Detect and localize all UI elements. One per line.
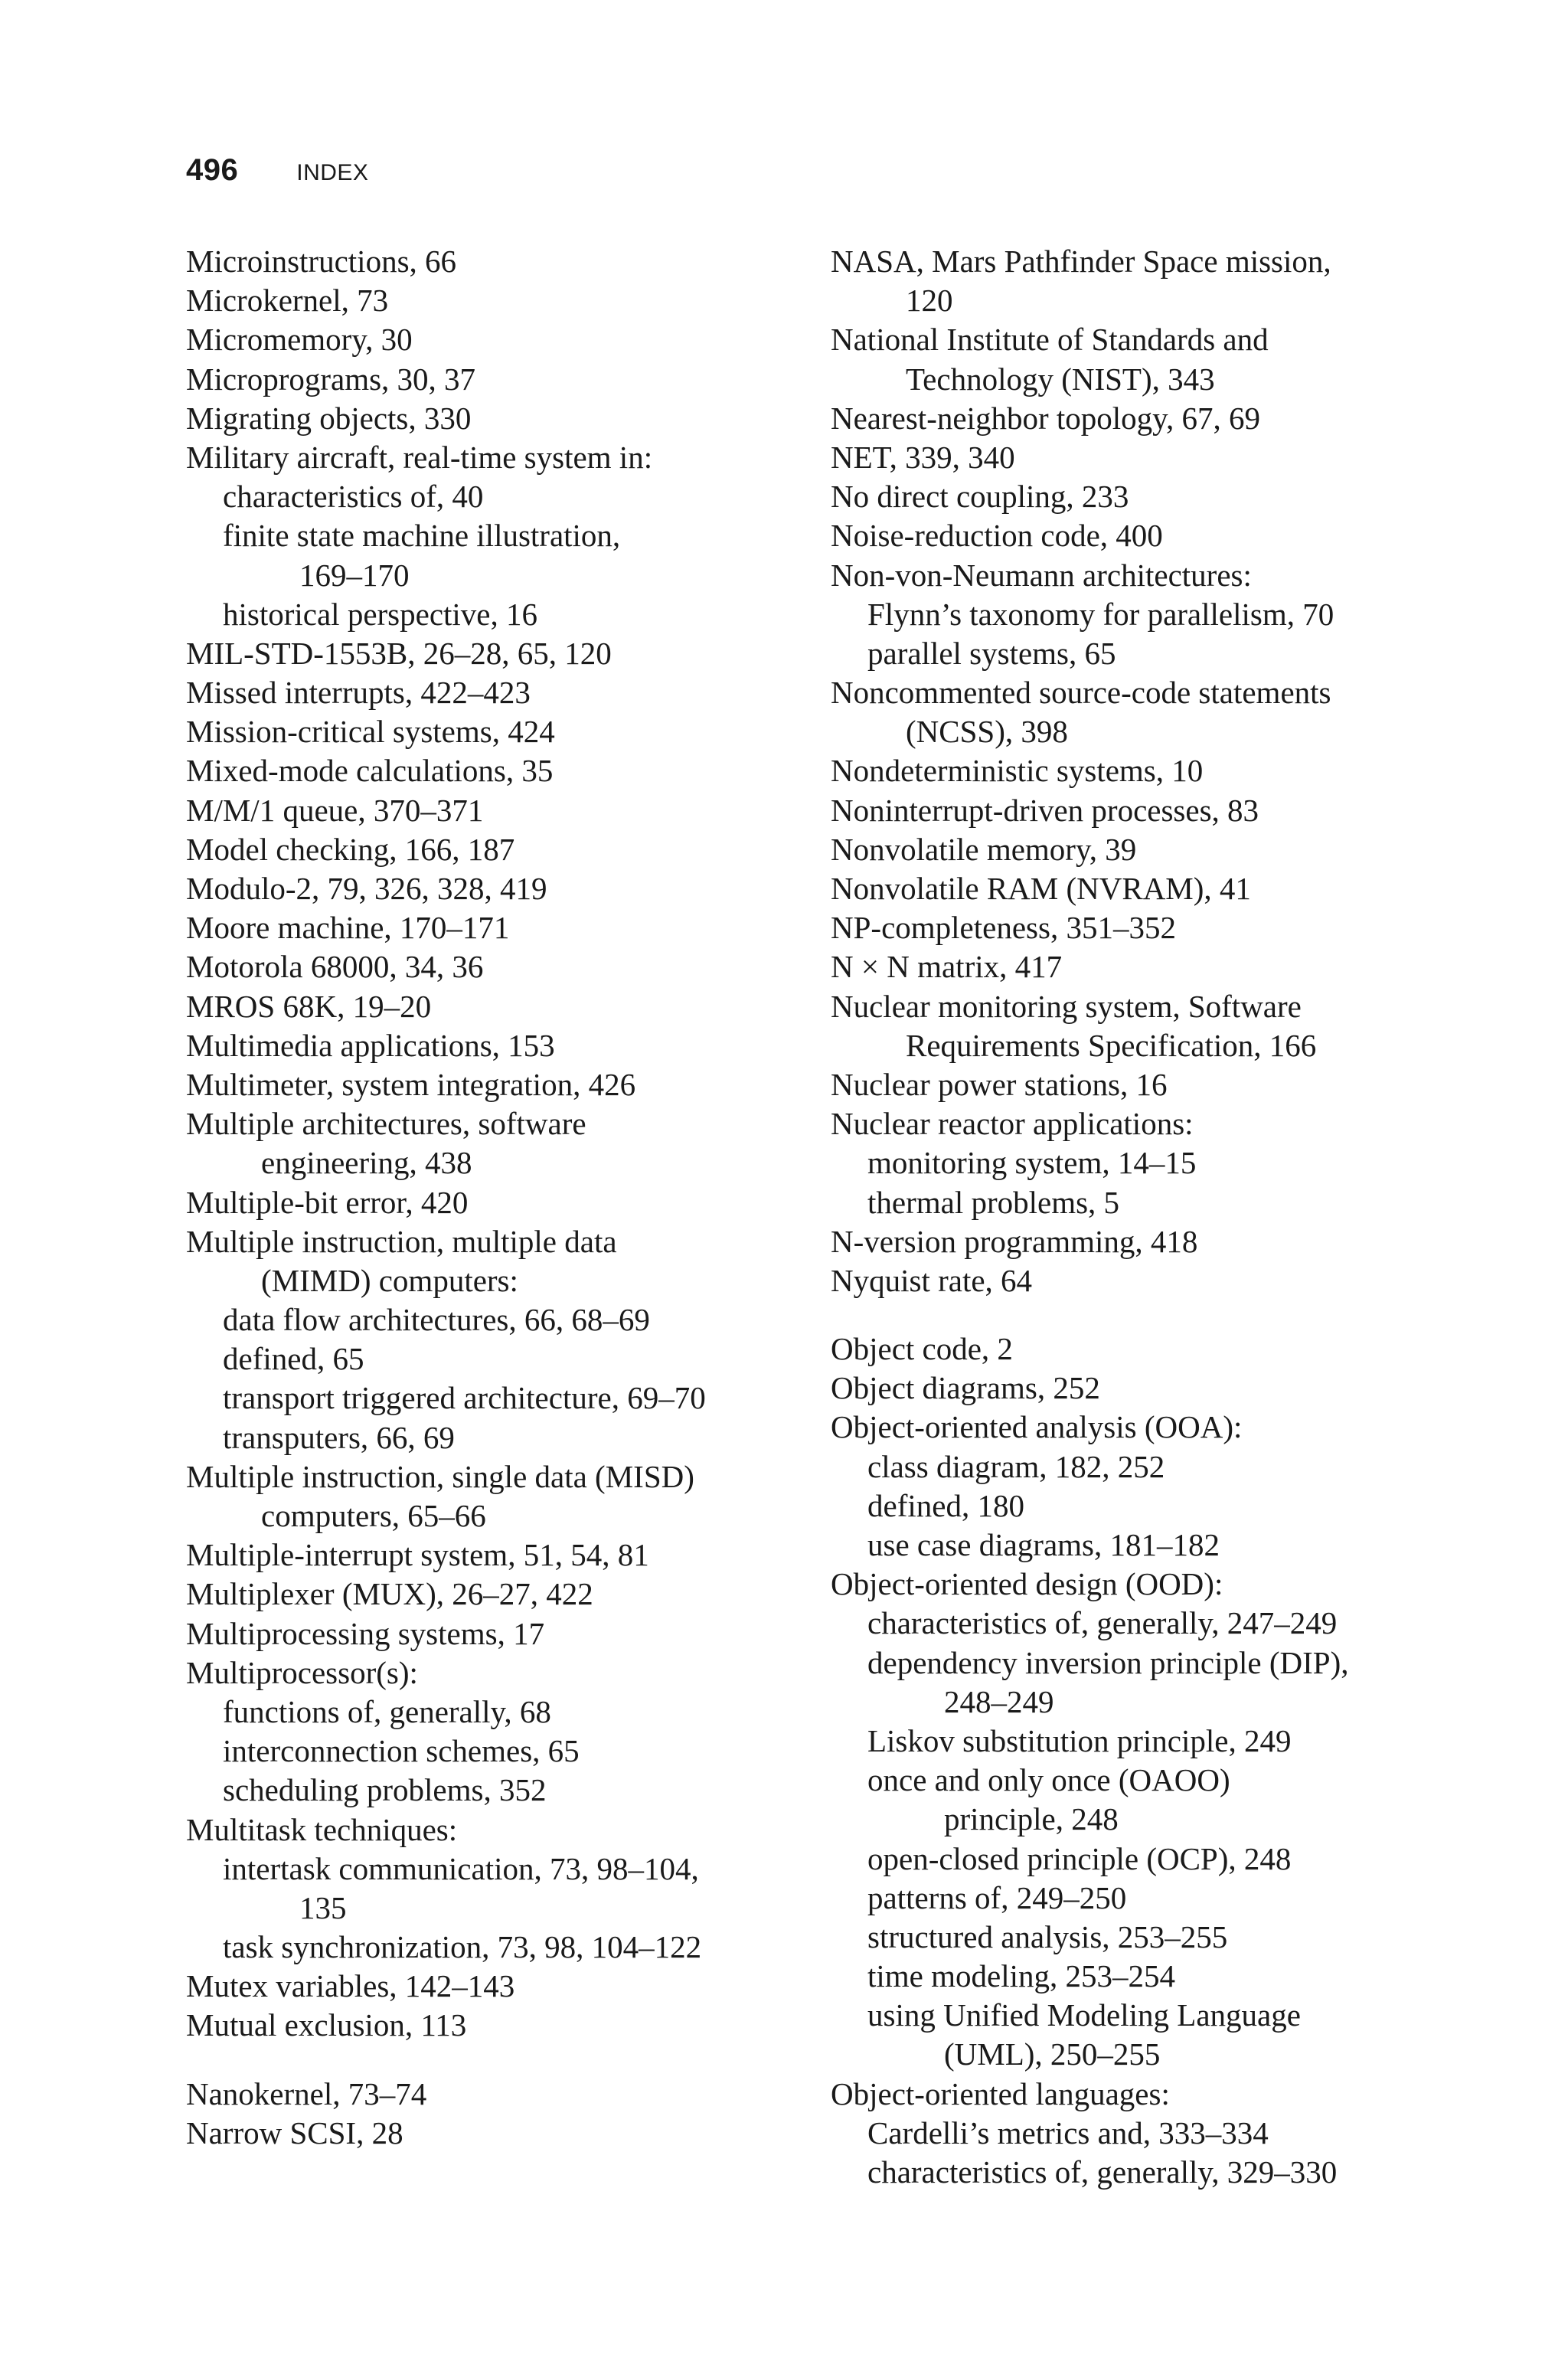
index-subentry: data flow architectures, 66, 68–69 xyxy=(223,1302,650,1338)
index-entry: Mutual exclusion, 113 xyxy=(186,2007,467,2043)
index-subentry: principle, 248 xyxy=(944,1801,1119,1837)
index-entry: Military aircraft, real-time system in: xyxy=(186,439,653,475)
section-gap xyxy=(186,2046,844,2075)
index-subentry: transport triggered architecture, 69–70 xyxy=(223,1380,706,1416)
index-entry: MROS 68K, 19–20 xyxy=(186,988,432,1024)
index-entry: Nondeterministic systems, 10 xyxy=(831,753,1204,789)
index-subentry: Cardelli’s metrics and, 333–334 xyxy=(867,2115,1269,2150)
index-entry: Object-oriented design (OOD): xyxy=(831,1566,1223,1602)
index-subentry: monitoring system, 14–15 xyxy=(867,1145,1197,1181)
index-subentry: defined, 180 xyxy=(867,1487,1024,1523)
index-entry: Noise-reduction code, 400 xyxy=(831,518,1163,554)
index-subentry: 248–249 xyxy=(944,1683,1054,1719)
index-entry: National Institute of Standards and xyxy=(831,322,1269,358)
index-subentry: scheduling problems, 352 xyxy=(223,1772,547,1808)
index-subentry: defined, 65 xyxy=(223,1341,364,1377)
index-subentry: Requirements Specification, 166 xyxy=(906,1027,1317,1063)
index-subentry: historical perspective, 16 xyxy=(223,596,538,632)
index-entry: Nuclear monitoring system, Software xyxy=(831,988,1302,1024)
index-entry: No direct coupling, 233 xyxy=(831,479,1129,515)
index-subentry: characteristics of, 40 xyxy=(223,479,484,515)
index-column-left xyxy=(186,242,844,2153)
index-entry: Model checking, 166, 187 xyxy=(186,831,515,867)
index-entry: NET, 339, 340 xyxy=(831,439,1015,475)
index-subentry: 135 xyxy=(299,1889,347,1925)
index-entry: Object diagrams, 252 xyxy=(831,1370,1100,1406)
index-entry: Motorola 68000, 34, 36 xyxy=(186,949,484,985)
index-subentry: finite state machine illustration, xyxy=(223,518,621,554)
index-subentry: Liskov substitution principle, 249 xyxy=(867,1722,1292,1758)
index-subentry: computers, 65–66 xyxy=(261,1498,486,1533)
index-entry: Nanokernel, 73–74 xyxy=(186,2075,427,2111)
index-entry: Missed interrupts, 422–423 xyxy=(186,675,531,711)
index-subentry: parallel systems, 65 xyxy=(867,635,1116,671)
index-entry: Nonvolatile memory, 39 xyxy=(831,831,1137,867)
index-entry: Multiple-interrupt system, 51, 54, 81 xyxy=(186,1537,649,1573)
index-entry: NP-completeness, 351–352 xyxy=(831,910,1176,946)
index-entry: Narrow SCSI, 28 xyxy=(186,2115,403,2150)
index-subentry: time modeling, 253–254 xyxy=(867,1958,1175,1994)
index-entry: Noncommented source-code statements xyxy=(831,675,1331,711)
page-number: 496 xyxy=(186,153,239,187)
index-subentry: class diagram, 182, 252 xyxy=(867,1448,1165,1484)
section-gap xyxy=(831,1300,1489,1330)
index-entry: N × N matrix, 417 xyxy=(831,949,1063,985)
index-entry: Non-von-Neumann architectures: xyxy=(831,557,1252,593)
index-subentry: structured analysis, 253–255 xyxy=(867,1918,1228,1954)
index-entry: Nuclear reactor applications: xyxy=(831,1106,1194,1142)
index-entry: Multiprocessing systems, 17 xyxy=(186,1615,545,1651)
index-entry: Microinstructions, 66 xyxy=(186,244,457,279)
index-entry: Multiprocessor(s): xyxy=(186,1654,418,1690)
index-entry: Mission-critical systems, 424 xyxy=(186,714,555,750)
index-entry: Microprograms, 30, 37 xyxy=(186,361,476,397)
index-entry: N-version programming, 418 xyxy=(831,1223,1198,1259)
index-entry: Moore machine, 170–171 xyxy=(186,910,510,946)
index-entry: Modulo-2, 79, 326, 328, 419 xyxy=(186,871,547,906)
index-subentry: characteristics of, generally, 329–330 xyxy=(867,2154,1338,2190)
index-entry: MIL-STD-1553B, 26–28, 65, 120 xyxy=(186,635,612,671)
index-entry: Object-oriented languages: xyxy=(831,2075,1170,2111)
index-subentry: once and only once (OAOO) xyxy=(867,1762,1230,1798)
index-entry: Multimeter, system integration, 426 xyxy=(186,1066,636,1102)
index-subentry: (UML), 250–255 xyxy=(944,2036,1161,2072)
index-entry: M/M/1 queue, 370–371 xyxy=(186,792,484,828)
index-entry: Mutex variables, 142–143 xyxy=(186,1968,515,2004)
index-subentry: Flynn’s taxonomy for parallelism, 70 xyxy=(867,596,1334,632)
index-entry: Multiple instruction, single data (MISD) xyxy=(186,1458,694,1494)
index-entry: Multiplexer (MUX), 26–27, 422 xyxy=(186,1576,593,1612)
index-subentry: task synchronization, 73, 98, 104–122 xyxy=(223,1929,702,1965)
index-entry: Micromemory, 30 xyxy=(186,322,413,358)
index-subentry: using Unified Modeling Language xyxy=(867,1997,1301,2033)
index-entry: Multiple architectures, software xyxy=(186,1106,586,1142)
index-subentry: use case diagrams, 181–182 xyxy=(867,1527,1220,1562)
index-entry: Microkernel, 73 xyxy=(186,283,389,319)
index-subentry: open-closed principle (OCP), 248 xyxy=(867,1840,1292,1876)
index-entry: Noninterrupt-driven processes, 83 xyxy=(831,792,1259,828)
index-entry: Mixed-mode calculations, 35 xyxy=(186,753,554,789)
index-subentry: (NCSS), 398 xyxy=(906,714,1068,750)
index-subentry: 169–170 xyxy=(299,557,410,593)
index-subentry: dependency inversion principle (DIP), xyxy=(867,1644,1349,1680)
index-entry: Nuclear power stations, 16 xyxy=(831,1066,1168,1102)
index-entry: Multiple-bit error, 420 xyxy=(186,1184,469,1220)
index-entry: Nearest-neighbor topology, 67, 69 xyxy=(831,400,1260,436)
index-subentry: functions of, generally, 68 xyxy=(223,1693,551,1729)
index-subentry: engineering, 438 xyxy=(261,1145,472,1181)
index-column-right xyxy=(831,242,1489,2192)
running-head: INDEX xyxy=(296,160,369,185)
page-header xyxy=(186,153,368,199)
index-entry: Multitask techniques: xyxy=(186,1811,458,1847)
index-entry: NASA, Mars Pathfinder Space mission, xyxy=(831,244,1331,279)
index-subentry: Technology (NIST), 343 xyxy=(906,361,1215,397)
index-subentry: 120 xyxy=(906,283,953,319)
index-entry: Object code, 2 xyxy=(831,1331,1013,1367)
index-subentry: characteristics of, generally, 247–249 xyxy=(867,1605,1338,1641)
index-subentry: (MIMD) computers: xyxy=(261,1262,518,1298)
index-subentry: interconnection schemes, 65 xyxy=(223,1733,580,1769)
index-subentry: patterns of, 249–250 xyxy=(867,1879,1127,1915)
index-subentry: transputers, 66, 69 xyxy=(223,1419,455,1455)
index-entry: Multiple instruction, multiple data xyxy=(186,1223,617,1259)
index-entry: Nyquist rate, 64 xyxy=(831,1262,1033,1298)
index-subentry: thermal problems, 5 xyxy=(867,1184,1120,1220)
index-entry: Multimedia applications, 153 xyxy=(186,1027,555,1063)
index-entry: Migrating objects, 330 xyxy=(186,400,472,436)
index-subentry: intertask communication, 73, 98–104, xyxy=(223,1850,699,1886)
index-entry: Object-oriented analysis (OOA): xyxy=(831,1409,1243,1445)
index-entry: Nonvolatile RAM (NVRAM), 41 xyxy=(831,871,1251,906)
